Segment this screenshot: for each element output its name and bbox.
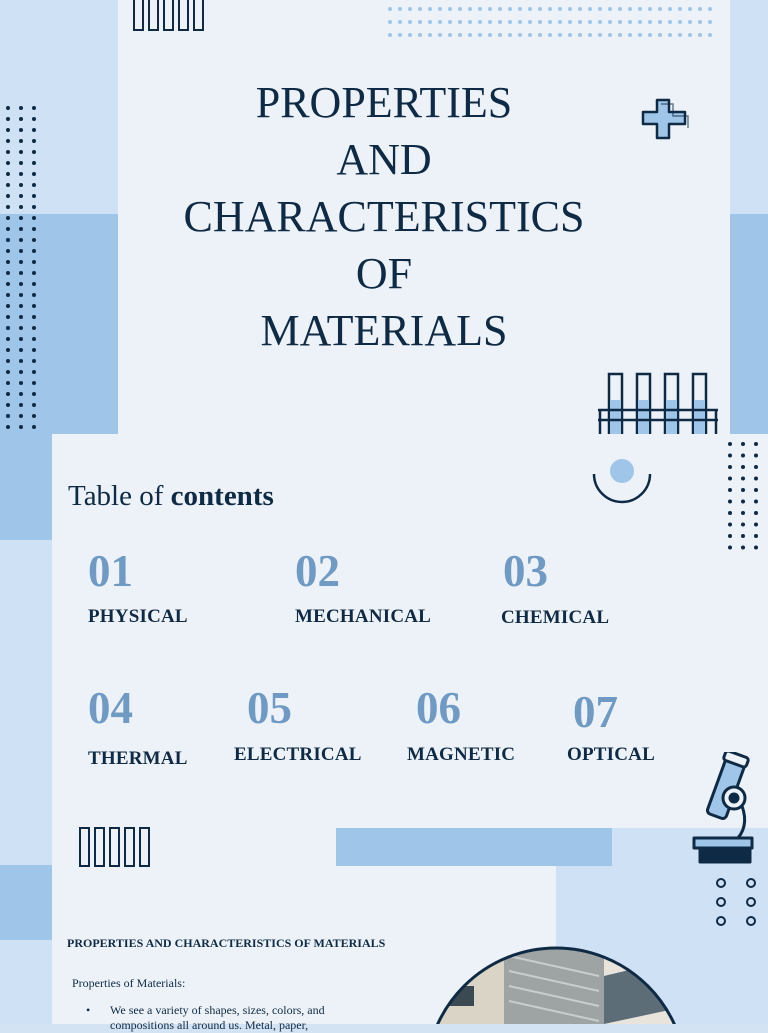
toc-number: 07 [573,687,618,737]
toc-item[interactable] [567,687,655,766]
toc-number: 02 [295,546,340,596]
toc-item[interactable] [88,683,188,770]
bullet-text: We see a variety of shapes, sizes, colors, and compositions all around us. Metal, paper, [110,1003,325,1032]
toc-label: MAGNETIC [407,744,516,765]
document-subtitle: Properties of Materials: [72,976,186,990]
toc-heading-bold: contents [170,480,274,512]
toc-item[interactable] [88,546,188,628]
materials-photo [424,946,688,1024]
title-line: PROPERTIES [255,78,513,127]
toc-label: MECHANICAL [295,606,432,627]
toc-heading-plain: Table of [68,480,171,512]
circle-dot-icon [590,456,656,504]
accent-bar [336,828,612,866]
toc-number: 05 [247,683,292,733]
page-title [118,74,650,359]
toc-number: 03 [503,546,548,596]
circles-decoration [712,876,762,930]
bars-decoration [132,0,208,32]
test-tubes-icon [596,370,720,434]
bg-block [0,940,52,1024]
toc-item[interactable] [234,683,362,766]
toc-number: 06 [416,683,461,733]
title-line: AND [336,135,432,184]
bg-block [730,0,768,214]
toc-item[interactable] [407,683,515,766]
toc-number: 01 [88,546,133,596]
toc-item[interactable] [295,546,431,628]
bg-block [730,214,768,434]
toc-label: PHYSICAL [88,606,188,627]
document-title: PROPERTIES AND CHARACTERISTICS OF MATERIALS [67,936,386,950]
bg-block [0,865,52,940]
bullet-marker: • [86,1003,91,1017]
toc-label: ELECTRICAL [234,744,362,765]
toc-label: OPTICAL [567,744,655,765]
title-line: OF [355,249,413,298]
bars-decoration [78,826,154,868]
bg-block [0,434,52,540]
toc-item[interactable] [501,546,609,629]
toc-label: THERMAL [88,748,188,769]
toc-heading [68,480,274,513]
dot-column-decoration [4,104,40,430]
toc-label: CHEMICAL [501,607,610,628]
document-bullet [86,1003,366,1033]
dot-grid-decoration [386,5,712,41]
microscope-icon [690,752,756,868]
title-line: CHARACTERISTICS [183,192,585,241]
dot-column-decoration [726,440,762,552]
toc-number: 04 [88,683,133,733]
bg-block [0,540,52,865]
title-line: MATERIALS [260,306,508,355]
